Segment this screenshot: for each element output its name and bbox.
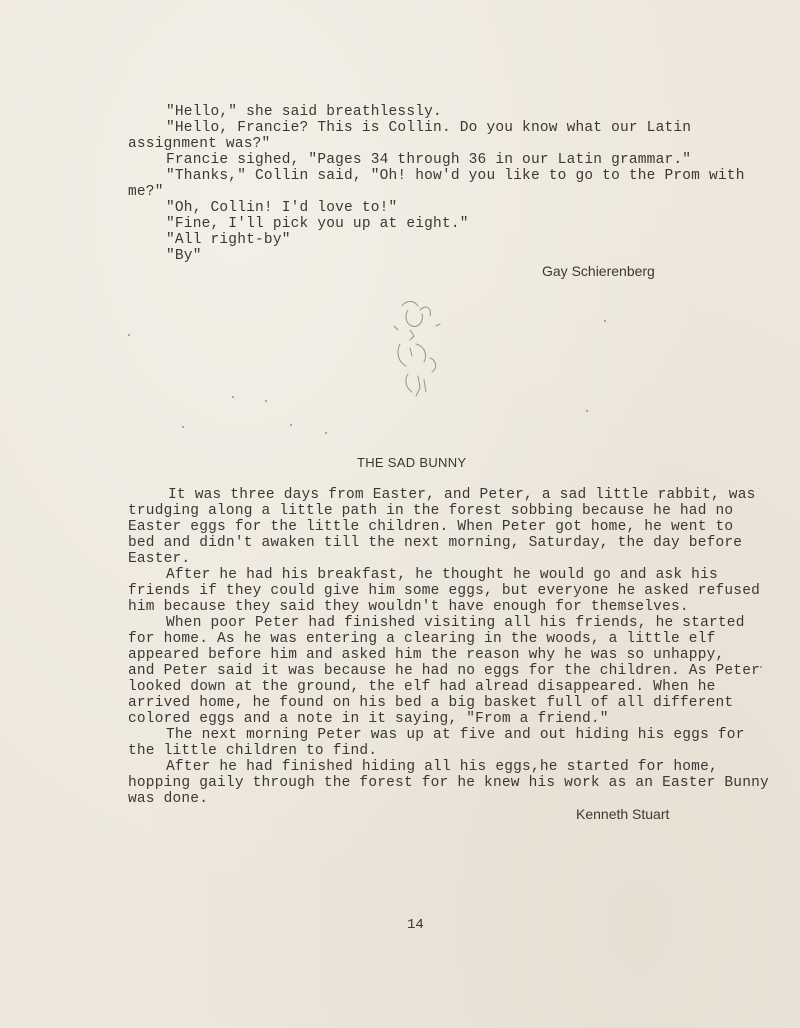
dialogue-line: "Hello," she said breathlessly. xyxy=(166,104,442,120)
paper-speck xyxy=(604,320,606,322)
story-line: bed and didn't awaken till the next morning, Saturday, the day before xyxy=(128,535,743,551)
author-signature: Gay Schierenberg xyxy=(542,263,655,279)
dialogue-line: assignment was?" xyxy=(128,136,271,152)
story-line: appeared before him and asked him the reason why he was so unhappy, xyxy=(128,647,725,663)
dialogue-line: "All right-by" xyxy=(166,232,291,248)
dialogue-line: Francie sighed, "Pages 34 through 36 in our Latin grammar." xyxy=(166,152,692,168)
story-line: After he had finished hiding all his eggs,he started for home, xyxy=(166,759,718,775)
bunny-sketch-icon xyxy=(380,296,470,411)
story-line: The next morning Peter was up at five and out hiding his eggs for xyxy=(166,727,745,743)
author-signature: Kenneth Stuart xyxy=(576,806,670,822)
story-line: looked down at the ground, the elf had alread disappeared. When he xyxy=(128,679,716,695)
story-line: Easter eggs for the little children. When Peter got home, he went to xyxy=(128,519,734,535)
dialogue-line: "Thanks," Collin said, "Oh! how'd you like to go to the Prom with xyxy=(166,168,745,184)
paper-speck xyxy=(128,334,130,336)
story-line: Easter. xyxy=(128,551,191,567)
story-line: It was three days from Easter, and Peter, a sad little rabbit, was xyxy=(168,487,756,503)
story-line: for home. As he was entering a clearing in the woods, a little elf xyxy=(128,631,716,647)
dialogue-line: "Hello, Francie? This is Collin. Do you know what our Latin xyxy=(166,120,692,136)
paper-speck xyxy=(325,432,327,434)
story-line: the little children to find. xyxy=(128,743,378,759)
dialogue-line: "Fine, I'll pick you up at eight." xyxy=(166,216,469,232)
story-line: and Peter said it was because he had no eggs for the children. As Peter xyxy=(128,663,761,679)
story-line: When poor Peter had finished visiting all his friends, he started xyxy=(166,615,745,631)
paper-speck xyxy=(232,396,234,398)
story-line: him because they said they wouldn't have enough for themselves. xyxy=(128,599,689,615)
story-line: hopping gaily through the forest for he knew his work as an Easter Bunny xyxy=(128,775,769,791)
paper-speck xyxy=(182,426,184,428)
story-line: colored eggs and a note in it saying, "From a friend." xyxy=(128,711,609,727)
story-line: friends if they could give him some eggs, but everyone he asked refused xyxy=(128,583,761,599)
paper-speck xyxy=(265,400,267,402)
paper-speck xyxy=(290,424,292,426)
dialogue-line: "By" xyxy=(166,248,202,264)
page-number: 14 xyxy=(407,917,424,933)
dialogue-line: me?" xyxy=(128,184,164,200)
story-line: trudging along a little path in the forest sobbing because he had no xyxy=(128,503,734,519)
paper-speck xyxy=(586,410,588,412)
paper-speck xyxy=(760,666,762,668)
story-title: THE SAD BUNNY xyxy=(357,455,467,470)
story-line: After he had his breakfast, he thought he would go and ask his xyxy=(166,567,718,583)
story-line: was done. xyxy=(128,791,209,807)
story-line: arrived home, he found on his bed a big basket full of all different xyxy=(128,695,734,711)
dialogue-line: "Oh, Collin! I'd love to!" xyxy=(166,200,398,216)
